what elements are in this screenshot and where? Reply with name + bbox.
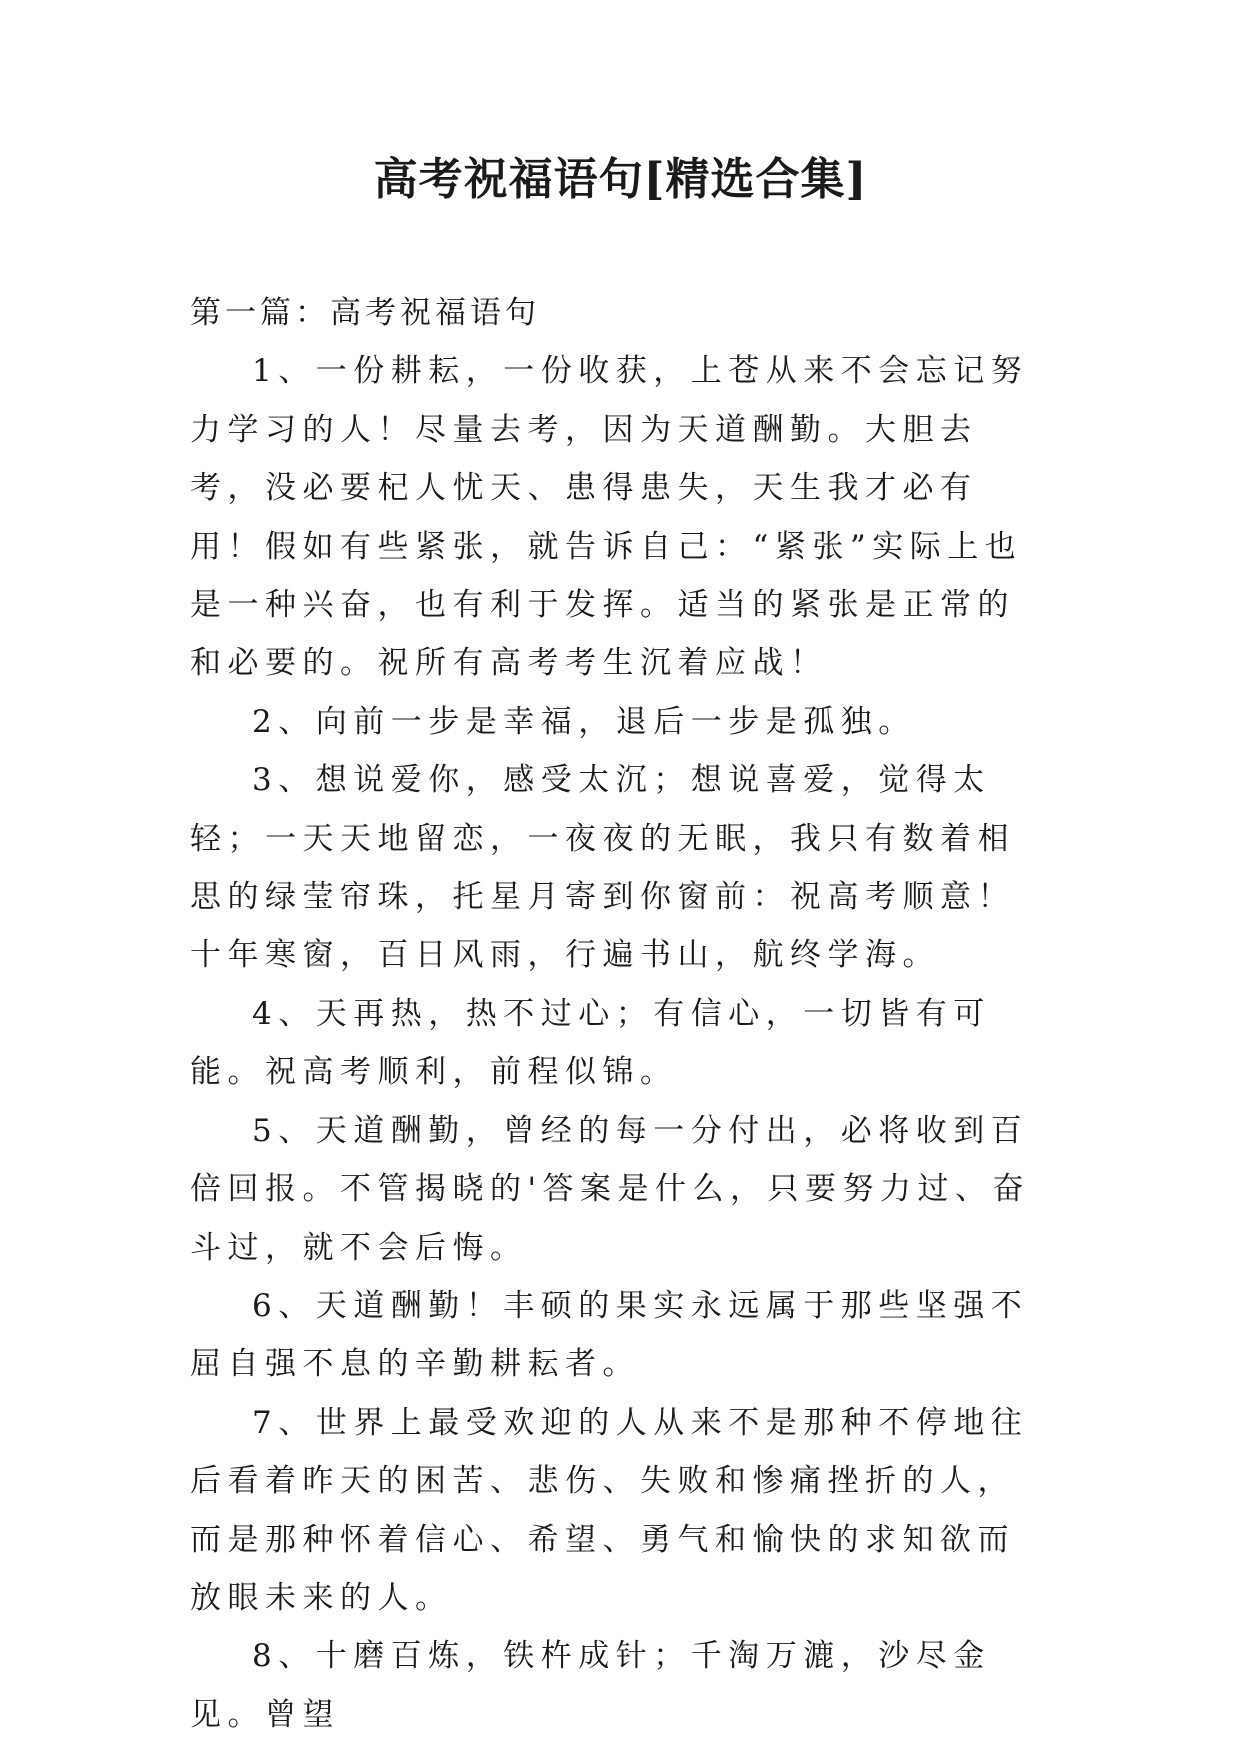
paragraph-6: 6、天道酬勤！丰硕的果实永远属于那些坚强不屈自强不息的辛勤耕耘者。: [190, 1287, 1029, 1383]
paragraph-1: 1、一份耕耘，一份收获，上苍从来不会忘记努力学习的人！尽量去考，因为天道酬勤。大胆去考，没必要杞人忧天、患得患失，天生我才必有用！假如有些紧张，就告诉自己：“紧张”实际上也是一种兴奋，也有利于发挥。适当的紧张是正常的和必要的。祝所有高考考生沉着应战！: [190, 353, 1029, 682]
paragraph-4: 4、天再热，热不过心；有信心，一切皆有可能。祝高考顺利，前程似锦。: [190, 995, 991, 1091]
paragraph-2: 2、向前一步是幸福，退后一步是孤独。: [252, 703, 916, 740]
paragraph-5: 5、天道酬勤，曾经的每一分付出，必将收到百倍回报。不管揭晓的'答案是什么，只要努力过、奋斗过，就不会后悔。: [190, 1112, 1031, 1266]
paragraph-8: 8、十磨百炼，铁杵成针；千淘万漉，沙尽金见。曾望: [190, 1638, 991, 1733]
document-body: [190, 284, 1050, 1744]
document-title: 高考祝福语句[精选合集]: [373, 154, 868, 205]
paragraph-3: 3、想说爱你，感受太沉；想说喜爱，觉得太轻；一天天地留恋，一夜夜的无眠，我只有数着相思的绿莹帘珠，托星月寄到你窗前：祝高考顺意！十年寒窗，百日风雨，行遍书山，航终学海。: [190, 762, 1015, 974]
section-heading: 第一篇：高考祝福语句: [190, 295, 540, 331]
paragraph-7: 7、世界上最受欢迎的人从来不是那种不停地往后看着昨天的困苦、悲伤、失败和惨痛挫折的人，而是那种怀着信心、希望、勇气和愉快的求知欲而放眼未来的人。: [190, 1404, 1029, 1616]
